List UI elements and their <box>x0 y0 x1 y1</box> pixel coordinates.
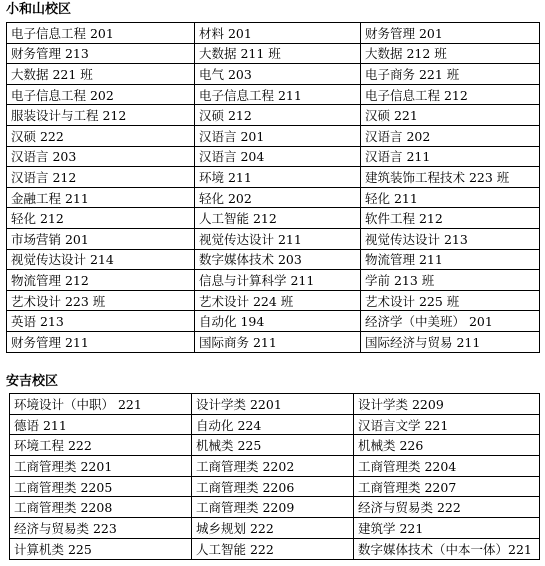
table-row <box>7 187 540 208</box>
class-cell: 环境工程 222 <box>10 435 192 456</box>
class-cell: 物流管理 211 <box>361 249 540 270</box>
class-cell: 工商管理类 2204 <box>354 456 540 477</box>
class-cell: 工商管理类 2202 <box>192 456 354 477</box>
section-title-anji: 安吉校区 <box>6 374 59 389</box>
class-cell: 大数据 212 班 <box>361 43 540 64</box>
class-cell: 工商管理类 2206 <box>192 476 354 497</box>
class-cell: 大数据 211 班 <box>195 43 361 64</box>
class-cell: 学前 213 班 <box>361 270 540 291</box>
class-cell: 汉语言 211 <box>361 146 540 167</box>
class-cell: 材料 201 <box>195 23 361 44</box>
class-cell: 工商管理类 2205 <box>10 476 192 497</box>
class-cell: 自动化 194 <box>195 311 361 332</box>
class-cell: 市场营销 201 <box>7 228 195 249</box>
class-cell: 物流管理 212 <box>7 270 195 291</box>
class-cell: 视觉传达设计 213 <box>361 228 540 249</box>
class-cell: 机械类 225 <box>192 435 354 456</box>
table-row <box>7 167 540 188</box>
table-row <box>7 146 540 167</box>
class-cell: 财务管理 201 <box>361 23 540 44</box>
class-cell: 财务管理 213 <box>7 43 195 64</box>
table-row <box>7 105 540 126</box>
table-row <box>7 290 540 311</box>
class-cell: 计算机类 225 <box>10 538 192 559</box>
class-cell: 视觉传达设计 211 <box>195 228 361 249</box>
table-row <box>7 64 540 85</box>
class-cell: 轻化 202 <box>195 187 361 208</box>
section-title-xiaoheshan: 小和山校区 <box>6 2 72 17</box>
class-cell: 经济与贸易类 222 <box>354 497 540 518</box>
class-cell: 信息与计算科学 211 <box>195 270 361 291</box>
class-cell: 人工智能 222 <box>192 538 354 559</box>
table-row <box>10 518 540 539</box>
table-row <box>10 476 540 497</box>
class-cell: 经济与贸易类 223 <box>10 518 192 539</box>
table-row <box>10 435 540 456</box>
class-table-anji <box>9 393 540 560</box>
table-row <box>7 331 540 352</box>
class-cell: 数字媒体技术 203 <box>195 249 361 270</box>
table-row <box>10 497 540 518</box>
table-row <box>7 228 540 249</box>
class-cell: 艺术设计 225 班 <box>361 290 540 311</box>
class-cell: 工商管理类 2208 <box>10 497 192 518</box>
table-row <box>7 311 540 332</box>
table-row <box>7 270 540 291</box>
class-cell: 德语 211 <box>10 414 192 435</box>
class-cell: 电气 203 <box>195 64 361 85</box>
class-cell: 汉语言 201 <box>195 125 361 146</box>
class-cell: 国际商务 211 <box>195 331 361 352</box>
class-cell: 英语 213 <box>7 311 195 332</box>
class-cell: 轻化 212 <box>7 208 195 229</box>
class-cell: 建筑装饰工程技术 223 班 <box>361 167 540 188</box>
class-cell: 软件工程 212 <box>361 208 540 229</box>
class-cell: 环境设计（中职） 221 <box>10 394 192 415</box>
class-cell: 设计学类 2201 <box>192 394 354 415</box>
table-row <box>7 23 540 44</box>
class-cell: 大数据 221 班 <box>7 64 195 85</box>
class-cell: 数字媒体技术（中本一体）221 <box>354 538 540 559</box>
table-row <box>10 538 540 559</box>
class-cell: 汉语言 204 <box>195 146 361 167</box>
class-cell: 汉语言 203 <box>7 146 195 167</box>
class-cell: 环境 211 <box>195 167 361 188</box>
class-cell: 金融工程 211 <box>7 187 195 208</box>
class-cell: 汉语言 212 <box>7 167 195 188</box>
class-table-xiaoheshan <box>6 22 540 353</box>
table-row <box>7 249 540 270</box>
class-cell: 城乡规划 222 <box>192 518 354 539</box>
class-cell: 电子信息工程 201 <box>7 23 195 44</box>
class-cell: 汉语言 202 <box>361 125 540 146</box>
class-cell: 轻化 211 <box>361 187 540 208</box>
class-cell: 电子信息工程 211 <box>195 84 361 105</box>
class-cell: 国际经济与贸易 211 <box>361 331 540 352</box>
class-cell: 工商管理类 2207 <box>354 476 540 497</box>
table-row <box>7 125 540 146</box>
class-cell: 艺术设计 223 班 <box>7 290 195 311</box>
class-cell: 工商管理类 2209 <box>192 497 354 518</box>
class-cell: 服装设计与工程 212 <box>7 105 195 126</box>
table-row <box>7 84 540 105</box>
table-row <box>10 456 540 477</box>
table-row <box>7 208 540 229</box>
class-cell: 电子信息工程 202 <box>7 84 195 105</box>
table-row <box>10 414 540 435</box>
class-cell: 电子商务 221 班 <box>361 64 540 85</box>
class-cell: 设计学类 2209 <box>354 394 540 415</box>
table-row <box>10 394 540 415</box>
class-cell: 汉硕 212 <box>195 105 361 126</box>
class-cell: 汉硕 222 <box>7 125 195 146</box>
class-cell: 人工智能 212 <box>195 208 361 229</box>
class-cell: 电子信息工程 212 <box>361 84 540 105</box>
class-cell: 工商管理类 2201 <box>10 456 192 477</box>
class-cell: 经济学（中美班） 201 <box>361 311 540 332</box>
table-row <box>7 43 540 64</box>
class-cell: 汉硕 221 <box>361 105 540 126</box>
class-cell: 汉语言文学 221 <box>354 414 540 435</box>
class-cell: 视觉传达设计 214 <box>7 249 195 270</box>
class-cell: 建筑学 221 <box>354 518 540 539</box>
class-cell: 财务管理 211 <box>7 331 195 352</box>
class-cell: 自动化 224 <box>192 414 354 435</box>
class-cell: 艺术设计 224 班 <box>195 290 361 311</box>
class-cell: 机械类 226 <box>354 435 540 456</box>
